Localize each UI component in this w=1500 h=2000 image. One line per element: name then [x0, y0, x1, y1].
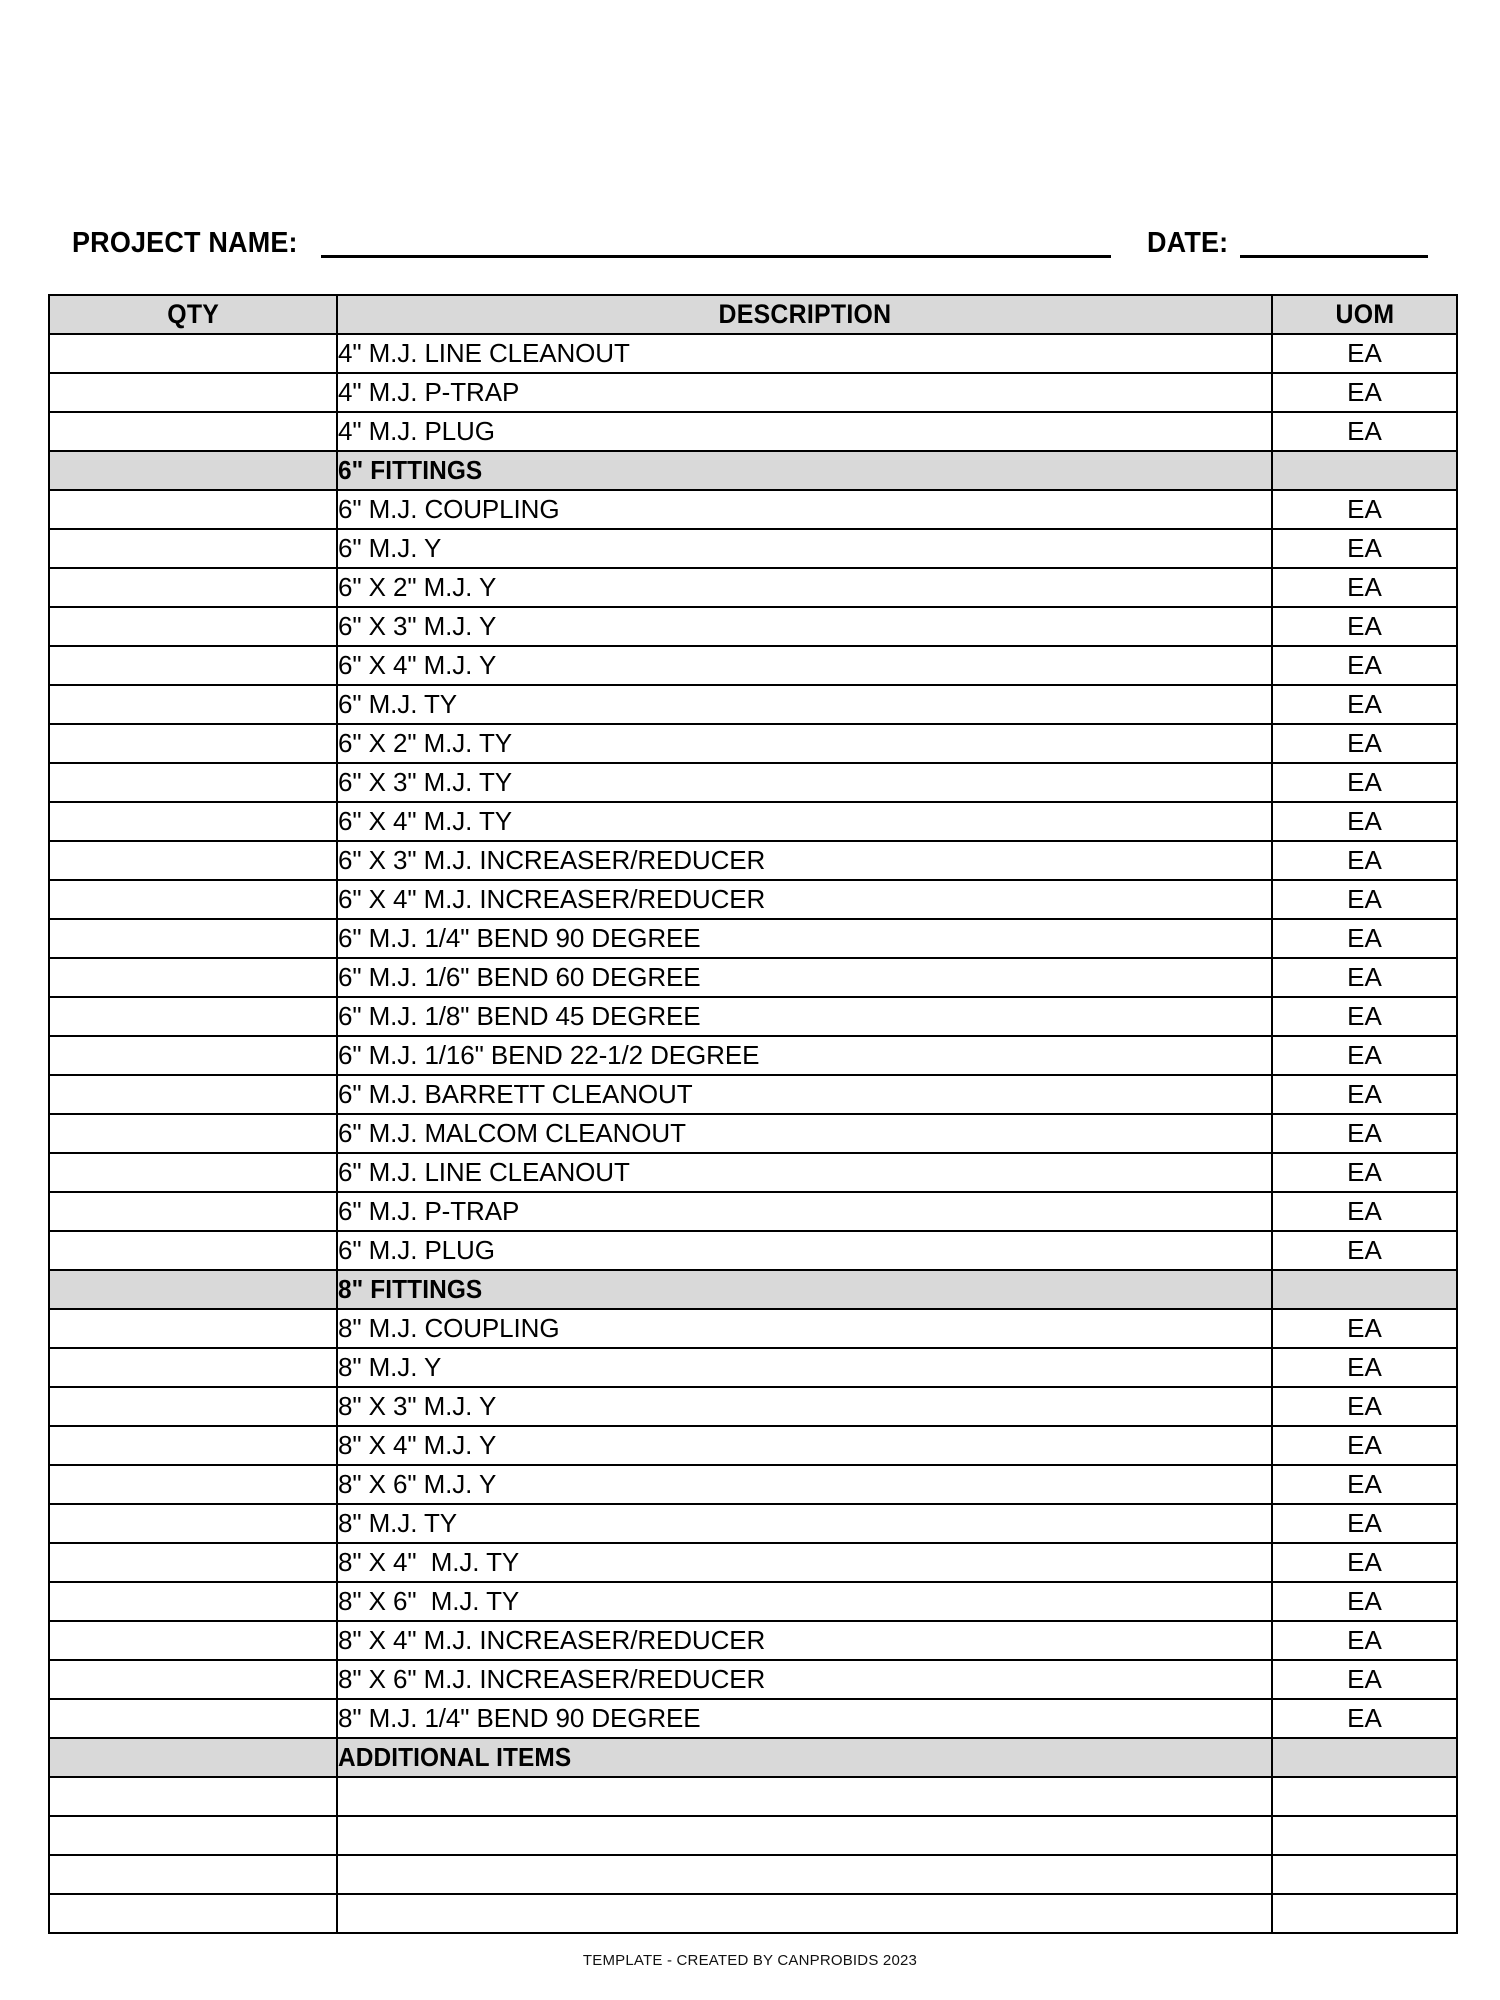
table-row [49, 1231, 1457, 1270]
description-cell: 4" M.J. P-TRAP [337, 373, 1272, 412]
uom-cell: EA [1272, 1543, 1457, 1582]
qty-cell[interactable] [49, 412, 337, 451]
qty-cell[interactable] [49, 1192, 337, 1231]
uom-cell [1272, 1738, 1457, 1777]
table-row [49, 1153, 1457, 1192]
uom-cell[interactable] [1272, 1816, 1457, 1855]
description-cell: 6" M.J. TY [337, 685, 1272, 724]
description-cell: 8" X 4" M.J. TY [337, 1543, 1272, 1582]
table-row [49, 1114, 1457, 1153]
qty-cell[interactable] [49, 1582, 337, 1621]
uom-cell: EA [1272, 529, 1457, 568]
description-cell[interactable] [337, 1816, 1272, 1855]
section-header-row [49, 451, 1457, 490]
qty-cell[interactable] [49, 646, 337, 685]
table-header-row [49, 295, 1457, 334]
qty-cell[interactable] [49, 1855, 337, 1894]
uom-cell: EA [1272, 1309, 1457, 1348]
section-header-row [49, 1270, 1457, 1309]
uom-cell: EA [1272, 490, 1457, 529]
qty-cell[interactable] [49, 568, 337, 607]
table-row [49, 685, 1457, 724]
column-header-description: DESCRIPTION [337, 295, 1272, 334]
table-row [49, 1036, 1457, 1075]
uom-cell: EA [1272, 1660, 1457, 1699]
uom-cell: EA [1272, 1075, 1457, 1114]
description-cell: 8" M.J. COUPLING [337, 1309, 1272, 1348]
uom-cell: EA [1272, 1504, 1457, 1543]
description-cell: 8" M.J. 1/4" BEND 90 DEGREE [337, 1699, 1272, 1738]
blank-entry-row [49, 1777, 1457, 1816]
table-row [49, 529, 1457, 568]
uom-cell[interactable] [1272, 1894, 1457, 1933]
section-title-text: ADDITIONAL ITEMS [338, 1742, 572, 1772]
qty-cell[interactable] [49, 880, 337, 919]
description-cell: 6" X 4" M.J. Y [337, 646, 1272, 685]
qty-cell[interactable] [49, 763, 337, 802]
description-cell: 6" M.J. Y [337, 529, 1272, 568]
table-row [49, 1075, 1457, 1114]
uom-cell: EA [1272, 1387, 1457, 1426]
qty-cell[interactable] [49, 1270, 337, 1309]
table-row [49, 763, 1457, 802]
qty-cell[interactable] [49, 802, 337, 841]
qty-cell[interactable] [49, 334, 337, 373]
qty-cell[interactable] [49, 1426, 337, 1465]
description-cell: 6" X 2" M.J. Y [337, 568, 1272, 607]
qty-cell[interactable] [49, 373, 337, 412]
uom-cell [1272, 451, 1457, 490]
uom-cell: EA [1272, 997, 1457, 1036]
qty-cell[interactable] [49, 919, 337, 958]
table-row [49, 958, 1457, 997]
uom-cell: EA [1272, 1426, 1457, 1465]
date-field[interactable] [1240, 230, 1428, 258]
qty-cell[interactable] [49, 451, 337, 490]
section-title-cell [337, 1270, 1272, 1309]
qty-cell[interactable] [49, 1465, 337, 1504]
qty-cell[interactable] [49, 1153, 337, 1192]
qty-cell[interactable] [49, 1777, 337, 1816]
description-cell: 8" M.J. Y [337, 1348, 1272, 1387]
qty-cell[interactable] [49, 1504, 337, 1543]
section-title-cell [337, 451, 1272, 490]
table-row [49, 412, 1457, 451]
uom-cell: EA [1272, 880, 1457, 919]
qty-cell[interactable] [49, 958, 337, 997]
uom-cell[interactable] [1272, 1777, 1457, 1816]
table-row [49, 1582, 1457, 1621]
description-cell: 6" X 3" M.J. INCREASER/REDUCER [337, 841, 1272, 880]
description-cell: 6" X 4" M.J. TY [337, 802, 1272, 841]
description-cell: 8" X 4" M.J. INCREASER/REDUCER [337, 1621, 1272, 1660]
uom-cell: EA [1272, 1192, 1457, 1231]
description-cell: 6" M.J. 1/16" BEND 22-1/2 DEGREE [337, 1036, 1272, 1075]
description-cell[interactable] [337, 1777, 1272, 1816]
uom-cell: EA [1272, 919, 1457, 958]
table-row [49, 802, 1457, 841]
qty-cell[interactable] [49, 841, 337, 880]
uom-cell: EA [1272, 646, 1457, 685]
table-row [49, 607, 1457, 646]
uom-cell: EA [1272, 1465, 1457, 1504]
uom-cell: EA [1272, 724, 1457, 763]
uom-cell: EA [1272, 958, 1457, 997]
uom-cell[interactable] [1272, 1855, 1457, 1894]
table-row [49, 880, 1457, 919]
description-cell: 6" M.J. P-TRAP [337, 1192, 1272, 1231]
section-header-row [49, 1738, 1457, 1777]
uom-cell: EA [1272, 568, 1457, 607]
qty-cell[interactable] [49, 1816, 337, 1855]
uom-cell: EA [1272, 1699, 1457, 1738]
table-row [49, 997, 1457, 1036]
uom-cell: EA [1272, 802, 1457, 841]
description-cell: 6" M.J. 1/6" BEND 60 DEGREE [337, 958, 1272, 997]
description-cell: 6" M.J. 1/8" BEND 45 DEGREE [337, 997, 1272, 1036]
uom-cell: EA [1272, 334, 1457, 373]
qty-cell[interactable] [49, 1387, 337, 1426]
uom-cell: EA [1272, 1582, 1457, 1621]
uom-cell: EA [1272, 1231, 1457, 1270]
description-cell: 6" M.J. PLUG [337, 1231, 1272, 1270]
date-label: DATE: [1146, 227, 1229, 259]
uom-cell: EA [1272, 763, 1457, 802]
uom-cell: EA [1272, 607, 1457, 646]
qty-cell[interactable] [49, 529, 337, 568]
description-cell: 8" X 6" M.J. TY [337, 1582, 1272, 1621]
section-title-cell [337, 1738, 1272, 1777]
qty-cell[interactable] [49, 1114, 337, 1153]
description-cell: 8" X 3" M.J. Y [337, 1387, 1272, 1426]
qty-cell[interactable] [49, 1699, 337, 1738]
description-cell: 6" X 3" M.J. TY [337, 763, 1272, 802]
table-row [49, 1465, 1457, 1504]
qty-cell[interactable] [49, 997, 337, 1036]
description-cell[interactable] [337, 1855, 1272, 1894]
description-cell: 6" M.J. LINE CLEANOUT [337, 1153, 1272, 1192]
table-row [49, 1504, 1457, 1543]
project-name-field[interactable] [321, 230, 1111, 258]
table-row [49, 1543, 1457, 1582]
qty-cell[interactable] [49, 1660, 337, 1699]
description-cell: 6" M.J. COUPLING [337, 490, 1272, 529]
uom-cell: EA [1272, 412, 1457, 451]
table-row [49, 1621, 1457, 1660]
qty-cell[interactable] [49, 490, 337, 529]
form-header [72, 206, 1462, 258]
qty-cell[interactable] [49, 685, 337, 724]
qty-cell[interactable] [49, 1738, 337, 1777]
uom-cell: EA [1272, 1036, 1457, 1075]
column-header-qty: QTY [49, 295, 337, 334]
table-row [49, 1387, 1457, 1426]
project-name-label: PROJECT NAME: [72, 227, 298, 259]
qty-cell[interactable] [49, 607, 337, 646]
table-row [49, 334, 1457, 373]
uom-cell: EA [1272, 373, 1457, 412]
table-row [49, 373, 1457, 412]
section-title-text: 6" FITTINGS [338, 455, 483, 485]
table-row [49, 1348, 1457, 1387]
description-cell: 4" M.J. LINE CLEANOUT [337, 334, 1272, 373]
description-cell: 6" X 4" M.J. INCREASER/REDUCER [337, 880, 1272, 919]
table-row [49, 1660, 1457, 1699]
description-cell: 6" M.J. 1/4" BEND 90 DEGREE [337, 919, 1272, 958]
table-row [49, 919, 1457, 958]
blank-entry-row [49, 1894, 1457, 1933]
description-cell: 8" X 6" M.J. Y [337, 1465, 1272, 1504]
qty-cell[interactable] [49, 1309, 337, 1348]
description-cell: 6" M.J. MALCOM CLEANOUT [337, 1114, 1272, 1153]
uom-cell: EA [1272, 685, 1457, 724]
table-row [49, 1192, 1457, 1231]
uom-cell [1272, 1270, 1457, 1309]
uom-cell: EA [1272, 1114, 1457, 1153]
takeoff-table [48, 294, 1458, 1934]
table-row [49, 568, 1457, 607]
blank-entry-row [49, 1855, 1457, 1894]
description-cell: 4" M.J. PLUG [337, 412, 1272, 451]
qty-cell[interactable] [49, 1231, 337, 1270]
description-cell: 8" X 6" M.J. INCREASER/REDUCER [337, 1660, 1272, 1699]
qty-cell[interactable] [49, 1621, 337, 1660]
description-cell: 6" X 2" M.J. TY [337, 724, 1272, 763]
table-row [49, 490, 1457, 529]
table-row [49, 724, 1457, 763]
column-header-uom: UOM [1272, 295, 1457, 334]
uom-cell: EA [1272, 1153, 1457, 1192]
description-cell: 8" X 4" M.J. Y [337, 1426, 1272, 1465]
qty-cell[interactable] [49, 1543, 337, 1582]
qty-cell[interactable] [49, 1036, 337, 1075]
description-cell: 8" M.J. TY [337, 1504, 1272, 1543]
table-row [49, 646, 1457, 685]
table-row [49, 1309, 1457, 1348]
table-row [49, 841, 1457, 880]
description-cell: 6" M.J. BARRETT CLEANOUT [337, 1075, 1272, 1114]
table-row [49, 1699, 1457, 1738]
qty-cell[interactable] [49, 1075, 337, 1114]
qty-cell[interactable] [49, 724, 337, 763]
section-title-text: 8" FITTINGS [338, 1274, 483, 1304]
qty-cell[interactable] [49, 1894, 337, 1933]
table-row [49, 1426, 1457, 1465]
description-cell: 6" X 3" M.J. Y [337, 607, 1272, 646]
qty-cell[interactable] [49, 1348, 337, 1387]
description-cell[interactable] [337, 1894, 1272, 1933]
uom-cell: EA [1272, 1621, 1457, 1660]
footer-note: TEMPLATE - CREATED BY CANPROBIDS 2023 [582, 1952, 918, 1969]
uom-cell: EA [1272, 1348, 1457, 1387]
uom-cell: EA [1272, 841, 1457, 880]
blank-entry-row [49, 1816, 1457, 1855]
